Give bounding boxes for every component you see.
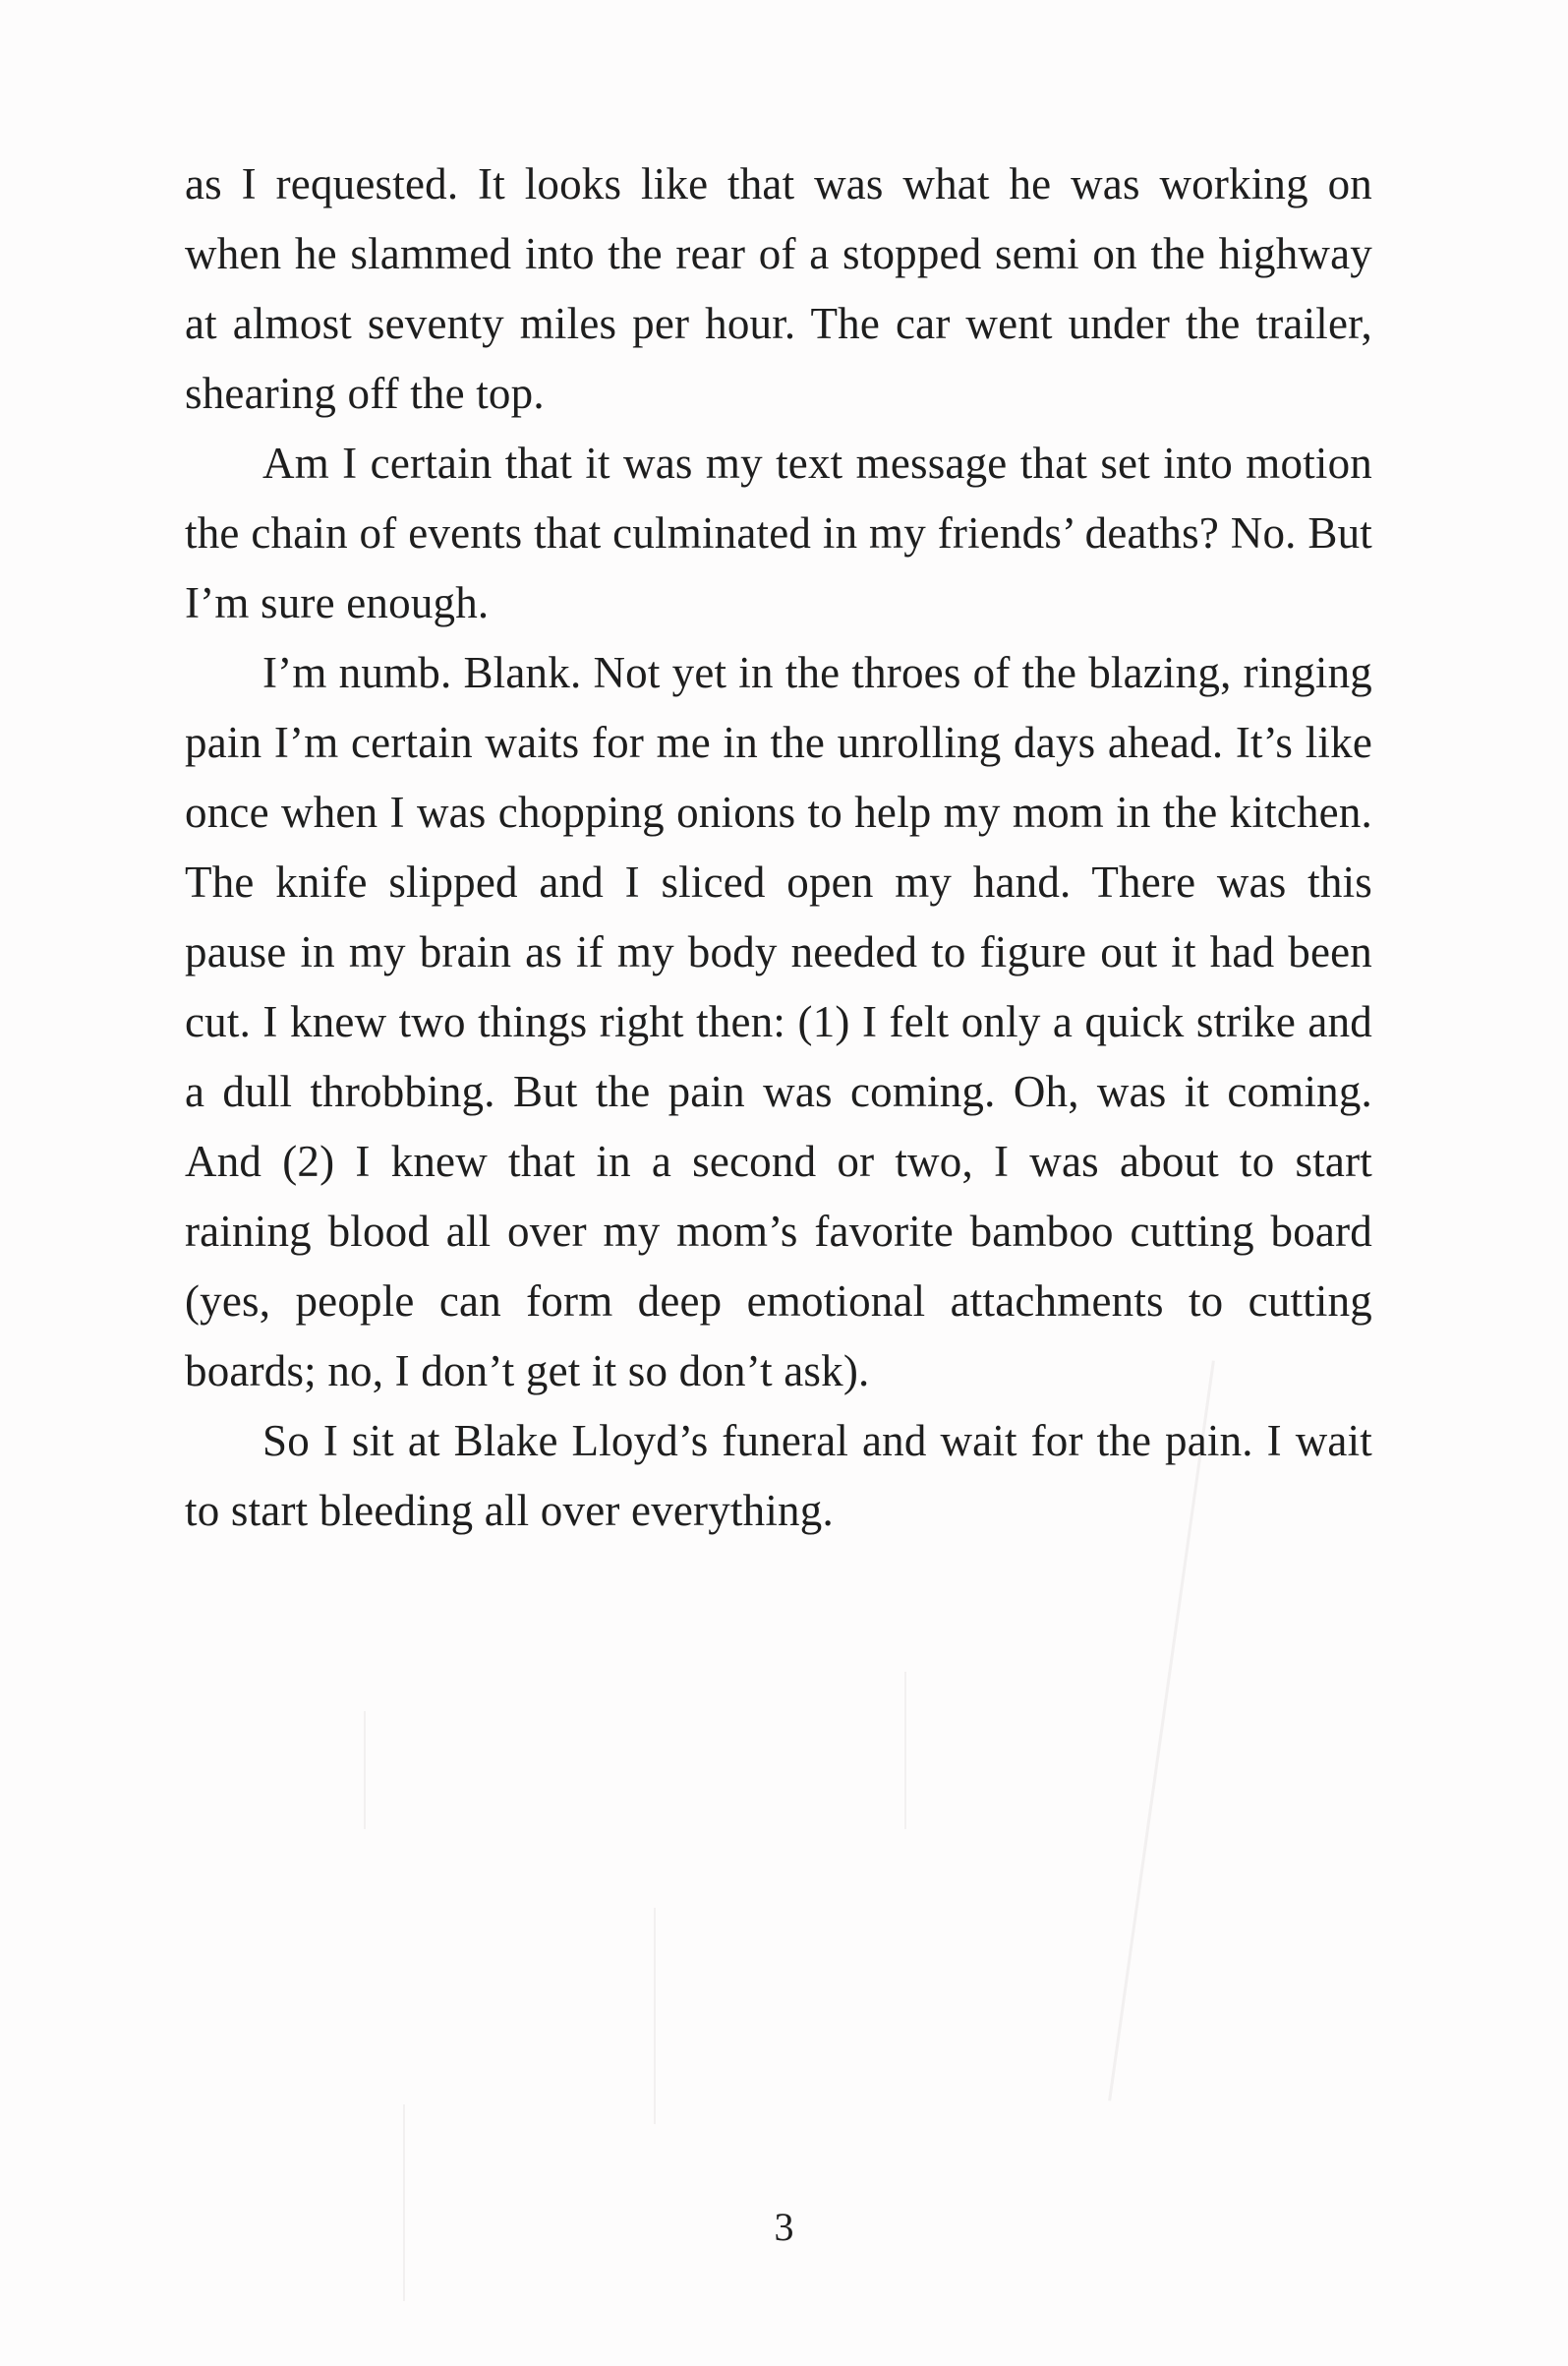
- paragraph: I’m numb. Blank. Not yet in the throes of the blazing, ringing pain I’m certain waits for me in the unrolling days ahead. It’s like once when I was chopping onions to help my mom in the kitchen. The knife slipped and I sliced open my hand. There was this pause in my brain as if my body needed to figure out it had been cut. I knew two things right then: (1) I felt only a quick strike and a dull throbbing. But the pain was coming. Oh, was it coming. And (2) I knew that in a second or two, I was about to start raining blood all over my mom’s favorite bamboo cutting board (yes, people can form deep emotional attachments to cutting boards; no, I don’t get it so don’t ask).: [185, 648, 1372, 1395]
- show-through-line: [654, 1908, 656, 2124]
- paragraph: as I requested. It looks like that was what he was working on when he slammed into the rear of a stopped semi on the highway at almost seventy miles per hour. The car went under the trailer, shearing off the top.: [185, 159, 1372, 418]
- page-number: 3: [774, 2205, 794, 2249]
- paragraph: Am I certain that it was my text message that set into motion the chain of events that culminated in my friends’ deaths? No. But I’m sure enough.: [185, 439, 1372, 627]
- paragraph: So I sit at Blake Lloyd’s funeral and wait for the pain. I wait to start bleeding all over everything.: [185, 1416, 1372, 1535]
- show-through-line: [364, 1711, 366, 1829]
- show-through-line: [904, 1672, 906, 1829]
- body-text: [185, 149, 1372, 1546]
